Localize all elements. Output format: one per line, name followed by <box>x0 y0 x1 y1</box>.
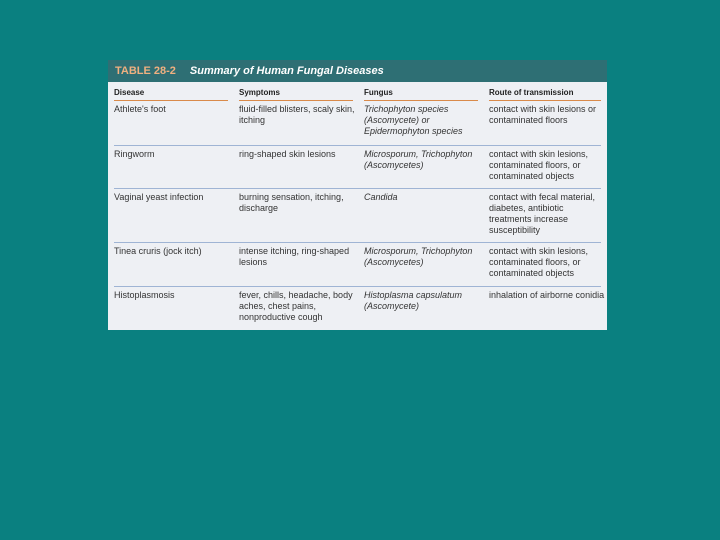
symptoms-cell: ring-shaped skin lesions <box>239 149 336 159</box>
disease-cell: Athlete's foot <box>114 104 166 114</box>
symptoms-cell: intense itching, ring-shaped lesions <box>239 246 350 267</box>
fungus-cell: Histoplasma capsulatum (Ascomycete) <box>364 290 463 311</box>
disease-cell: Histoplasmosis <box>114 290 175 300</box>
header-fungus: Fungus <box>364 88 393 97</box>
fungus-cell: Candida <box>364 192 398 202</box>
table-row <box>108 286 607 328</box>
symptoms-cell: fever, chills, headache, body aches, chest pains, nonproductive cough <box>239 290 353 322</box>
table-header-row <box>108 82 607 100</box>
table-row <box>108 188 607 242</box>
table-grid <box>108 82 607 328</box>
route-cell: inhalation of airborne conidia <box>489 290 605 300</box>
fungus-cell: Microsporum, Trichophyton (Ascomycetes) <box>364 149 473 170</box>
table-row <box>108 145 607 188</box>
route-cell: contact with fecal material, diabetes, antibiotic treatments increase susceptibility <box>489 192 596 235</box>
table-title: Summary of Human Fungal Diseases <box>189 65 384 77</box>
symptoms-cell: fluid-filled blisters, scaly skin, itching <box>239 104 355 125</box>
table-title-bar <box>108 60 607 82</box>
symptoms-cell: burning sensation, itching, discharge <box>239 192 344 213</box>
disease-cell: Tinea cruris (jock itch) <box>114 246 202 256</box>
header-disease: Disease <box>114 88 145 97</box>
disease-cell: Vaginal yeast infection <box>114 192 204 202</box>
table-number: TABLE 28-2 <box>115 65 176 77</box>
disease-cell: Ringworm <box>114 149 155 159</box>
header-symptoms: Symptoms <box>239 88 280 97</box>
route-cell: contact with skin lesions, contaminated floors, or contaminated objects <box>489 246 589 278</box>
route-cell: contact with skin lesions or contaminated floors <box>489 104 597 125</box>
table-row <box>108 242 607 286</box>
fungus-cell: Trichophyton species (Ascomycete) or Epidermophyton species <box>364 104 463 136</box>
route-cell: contact with skin lesions, contaminated floors, or contaminated objects <box>489 149 589 181</box>
table-row <box>108 100 607 145</box>
fungus-cell: Microsporum, Trichophyton (Ascomycetes) <box>364 246 473 267</box>
fungal-diseases-table <box>108 60 607 330</box>
header-route: Route of transmission <box>489 88 574 97</box>
